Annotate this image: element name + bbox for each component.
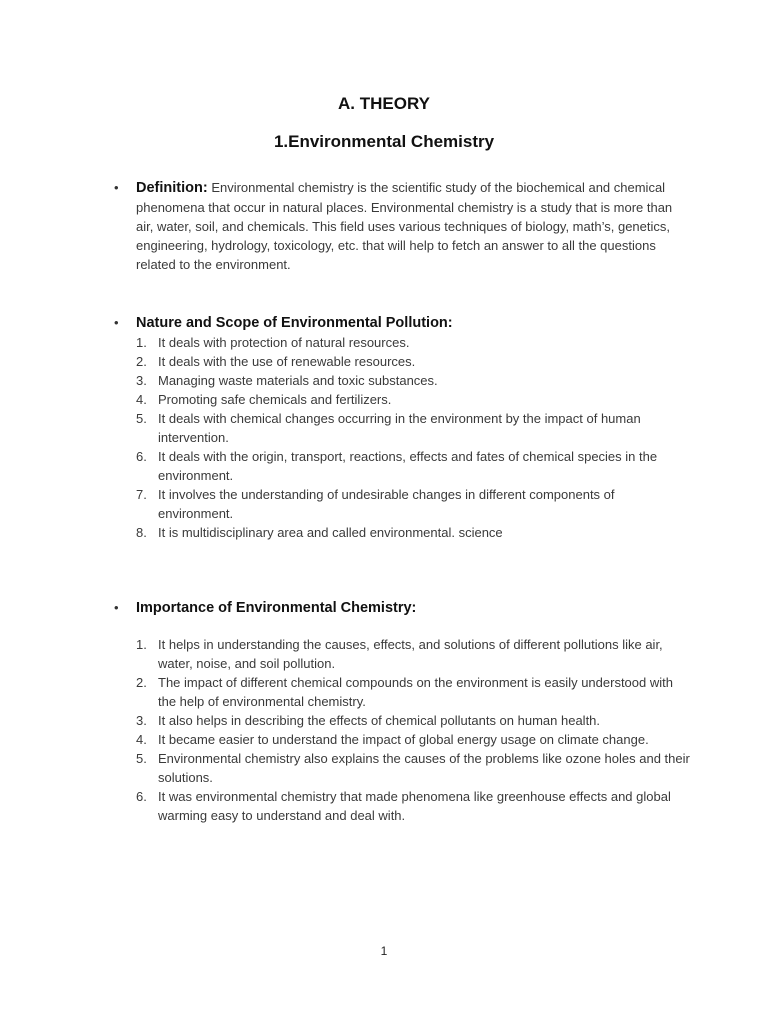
list-item-text: It deals with the origin, transport, reactions, effects and fates of chemical species in the environment. [158, 449, 658, 483]
list-item-number: 1. [136, 335, 147, 350]
importance-list [112, 635, 692, 825]
list-item-text: Environmental chemistry also explains the causes of the problems like ozone holes and their solutions. [158, 751, 690, 785]
list-item [136, 711, 692, 730]
list-item [136, 447, 692, 485]
importance-bullet [112, 598, 692, 618]
list-item-number: 2. [136, 675, 147, 690]
bullet-icon: • [114, 180, 119, 195]
list-item [136, 787, 692, 825]
list-item [136, 485, 692, 523]
list-item [136, 333, 692, 352]
list-item-number: 3. [136, 373, 147, 388]
list-item [136, 635, 692, 673]
definition-text: Environmental chemistry is the scientific study of the biochemical and chemical phenomena that occur in natural places. Environmental chemistry is a study that is more than air, water, soil, and chemicals. This field uses various techniques of biology, math’s, genetics, engineering, hydrology, toxicology, etc. that will help to fetch an answer to all the questions related to the environment. [136, 180, 673, 272]
list-item-number: 2. [136, 354, 147, 369]
list-item-text: Promoting safe chemicals and fertilizers. [158, 392, 392, 407]
list-item-number: 1. [136, 637, 147, 652]
list-item-number: 7. [136, 487, 147, 502]
list-item [136, 749, 692, 787]
list-item-text: It became easier to understand the impact of global energy usage on climate change. [158, 732, 649, 747]
list-item-number: 5. [136, 751, 147, 766]
list-item-number: 3. [136, 713, 147, 728]
list-item-text: It helps in understanding the causes, effects, and solutions of different pollutions like air, water, noise, and soil pollution. [158, 637, 663, 671]
list-item-text: It involves the understanding of undesirable changes in different components of environment. [158, 487, 615, 521]
list-item [136, 371, 692, 390]
list-item-number: 4. [136, 392, 147, 407]
list-item [136, 730, 692, 749]
list-item-text: The impact of different chemical compounds on the environment is easily understood with the help of environmental chemistry. [158, 675, 673, 709]
list-item-text: It also helps in describing the effects of chemical pollutants on human health. [158, 713, 601, 728]
bullet-icon: • [114, 315, 119, 330]
list-item-number: 8. [136, 525, 147, 540]
list-item-number: 5. [136, 411, 147, 426]
nature-scope-bullet [112, 313, 692, 333]
definition-bullet [112, 178, 692, 274]
list-item [136, 409, 692, 447]
list-item-number: 6. [136, 449, 147, 464]
sub-title: 1.Environmental Chemistry [273, 132, 495, 151]
page-number: 1 [380, 944, 388, 958]
list-item [136, 673, 692, 711]
list-item-text: It is multidisciplinary area and called environmental. science [158, 525, 503, 540]
definition-paragraph [136, 178, 692, 274]
definition-section [112, 178, 692, 274]
list-item-text: It was environmental chemistry that made phenomena like greenhouse effects and global warming easy to understand and deal with. [158, 789, 671, 823]
list-item-text: It deals with the use of renewable resources. [158, 354, 416, 369]
list-item-number: 6. [136, 789, 147, 804]
list-item [136, 352, 692, 371]
list-item [136, 523, 692, 542]
bullet-icon: • [114, 600, 119, 615]
list-item [136, 390, 692, 409]
importance-section [112, 598, 692, 825]
list-item-text: It deals with protection of natural resources. [158, 335, 410, 350]
main-title: A. THEORY [338, 94, 430, 113]
list-item-text: Managing waste materials and toxic substances. [158, 373, 438, 388]
list-item-text: It deals with chemical changes occurring in the environment by the impact of human intervention. [158, 411, 641, 445]
nature-scope-section [112, 313, 692, 542]
importance-heading: Importance of Environmental Chemistry: [136, 600, 417, 616]
definition-label: Definition: [136, 180, 208, 196]
nature-scope-heading: Nature and Scope of Environmental Pollution: [136, 315, 453, 331]
nature-scope-list [112, 333, 692, 542]
list-item-number: 4. [136, 732, 147, 747]
